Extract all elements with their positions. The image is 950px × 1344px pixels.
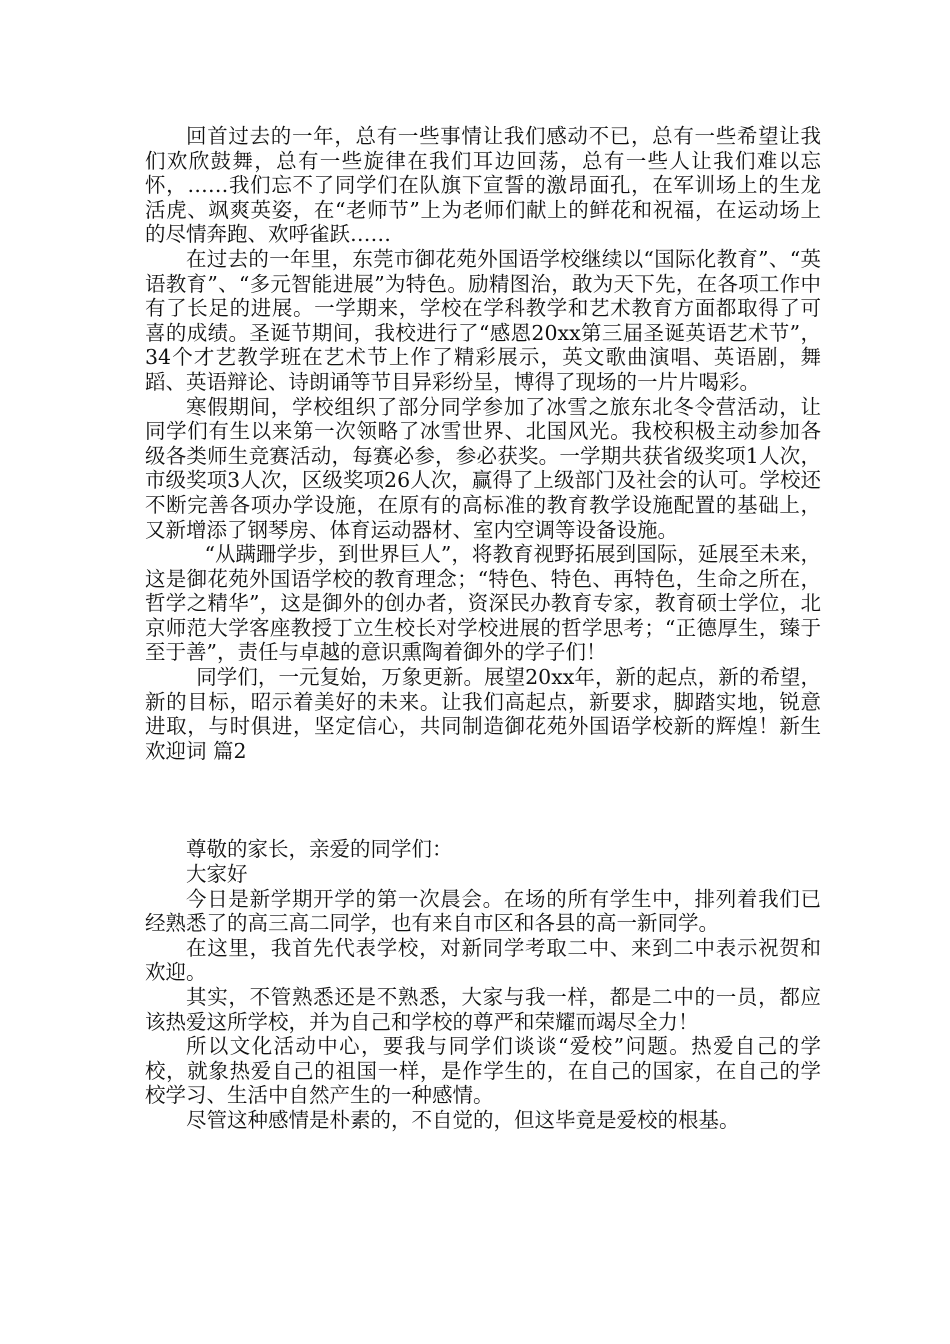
paragraph-education-philosophy: “从蹒跚学步，到世界巨人”，将教育视野拓展到国际，延展至未来，这是御花苑外国语学校的教育理念；“特色、特色、再特色，生命之所在，哲学之精华”，这是御外的创办者，资深民办教育专家，教育硕士学位，北京师范大学客座教授丁立生校长对学校进展的哲学思考；“正德厚生，臻于至于善”，责任与卓越的意识熏陶着御外的学子们！: [145, 542, 821, 665]
section-gap: [145, 763, 821, 837]
paragraph-welcome: 在这里，我首先代表学校，对新同学考取二中、来到二中表示祝贺和欢迎。: [145, 935, 821, 985]
document-page: [145, 124, 821, 1133]
paragraph-new-year: 同学们，一元复始，万象更新。展望20xx年，新的起点，新的希望，新的目标，昭示着美好的未来。让我们高起点，新要求，脚踏实地，锐意进取，与时俱进，坚定信心，共同制造御花苑外国语学校新的辉煌！新生欢迎词 篇2: [145, 665, 821, 763]
paragraph-salutation: 尊敬的家长，亲爱的同学们：: [186, 837, 453, 862]
paragraph-reflection: 回首过去的一年，总有一些事情让我们感动不已，总有一些希望让我们欢欣鼓舞，总有一些旋律在我们耳边回荡，总有一些人让我们难以忘怀，……我们忘不了同学们在队旗下宣誓的激昂面孔，在军训场上的生龙活虎、飒爽英姿，在“老师节”上为老师们献上的鲜花和祝福，在运动场上的尽情奔跑、欢呼雀跃……: [145, 124, 821, 247]
paragraph-winter-camp: 寒假期间，学校组织了部分同学参加了冰雪之旅东北冬令营活动，让同学们有生以来第一次领略了冰雪世界、北国风光。我校积极主动参加各级各类师生竞赛活动，每赛必参，参必获奖。一学期共获省级奖项1人次，市级奖项3人次，区级奖项26人次，赢得了上级部门及社会的认可。学校还不断完善各项办学设施，在原有的高标准的教育教学设施配置的基础上，又新增添了钢琴房、体育运动器材、室内空调等设备设施。: [145, 394, 821, 542]
paragraph-foundation: 尽管这种感情是朴素的，不自觉的，但这毕竟是爱校的根基。: [186, 1107, 740, 1132]
paragraph-members: 其实，不管熟悉还是不熟悉，大家与我一样，都是二中的一员，都应该热爱这所学校，并为自己和学校的尊严和荣耀而竭尽全力！: [145, 985, 821, 1034]
paragraph-greeting: 大家好: [186, 862, 248, 887]
paragraph-love-school: 所以文化活动中心，要我与同学们谈谈“爱校”问题。热爱自己的学校，就象热爱自己的祖国一样，是作学生的，在自己的国家，在自己的学校学习、生活中自然产生的一种感情。: [145, 1034, 821, 1108]
paragraph-past-year: 在过去的一年里，东莞市御花苑外国语学校继续以“国际化教育”、“英语教育”、“多元智能进展”为特色。励精图治，敢为天下先，在各项工作中有了长足的进展。一学期来，学校在学科教学和艺术教育方面都取得了可喜的成绩。圣诞节期间，我校进行了“感恩20xx第三届圣诞英语艺术节”，34个才艺教学班在艺术节上作了精彩展示，英文歌曲演唱、英语剧，舞蹈、英语辩论、诗朗诵等节目异彩纷呈，博得了现场的一片片喝彩。: [145, 246, 821, 394]
paragraph-first-assembly: 今日是新学期开学的第一次晨会。在场的所有学生中，排列着我们已经熟悉了的高三高二同学，也有来自市区和各县的高一新同学。: [145, 886, 821, 936]
